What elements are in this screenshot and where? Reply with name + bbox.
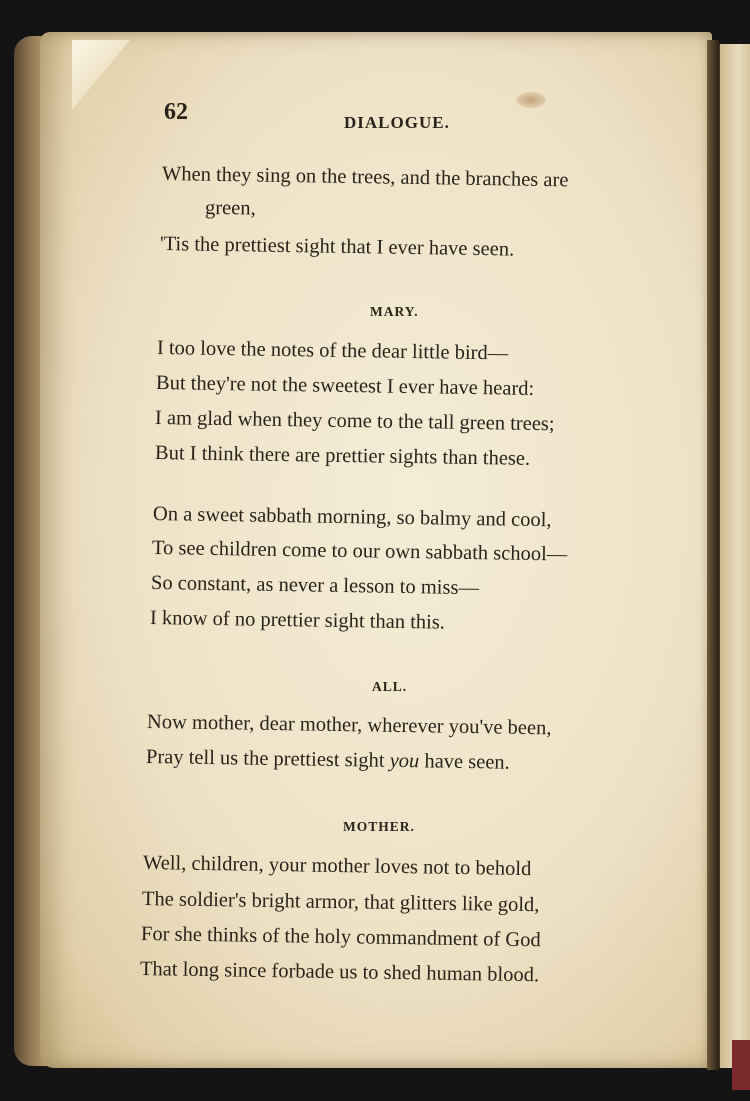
facing-page-edge (719, 44, 750, 1068)
speaker-label: MOTHER. (343, 819, 415, 834)
verse-line: When they sing on the trees, and the branches are (161, 163, 569, 192)
stain-spot (516, 92, 546, 108)
verse-line: The soldier's bright armor, that glitters like gold, (141, 888, 540, 917)
book-gutter (707, 40, 719, 1070)
verse-line: But they're not the sweetest I ever have heard: (155, 372, 535, 400)
page-number: 62 (164, 99, 188, 125)
verse-line: But I think there are prettier sights than these. (154, 442, 531, 470)
emphasized-word: you (389, 749, 420, 773)
verse-line: I am glad when they come to the tall green trees; (154, 407, 555, 436)
verse-line: That long since forbade us to shed human blood. (139, 958, 540, 987)
verse-line: I know of no prettier sight than this. (149, 607, 446, 634)
speaker-label: ALL. (372, 679, 408, 694)
verse-line: green, (204, 197, 256, 220)
verse-line: Now mother, dear mother, wherever you've been, (146, 711, 552, 740)
verse-line: Well, children, your mother loves not to behold (142, 852, 532, 881)
verse-text: have seen. (419, 750, 510, 774)
verse-line: To see children come to our own sabbath school— (151, 537, 568, 566)
verse-line: 'Tis the prettiest sight that I ever have seen. (159, 233, 515, 261)
speaker-label: MARY. (370, 304, 419, 319)
verse-line: On a sweet sabbath morning, so balmy and cool, (152, 503, 552, 532)
verse-line: For she thinks of the holy commandment of God (140, 923, 541, 952)
running-head: DIALOGUE. (344, 113, 450, 132)
verse-line: I too love the notes of the dear little bird— (156, 337, 509, 365)
cover-edge (732, 1040, 750, 1090)
verse-line: So constant, as never a lesson to miss— (150, 572, 480, 600)
verse-text: Pray tell us the prettiest sight (145, 746, 390, 772)
